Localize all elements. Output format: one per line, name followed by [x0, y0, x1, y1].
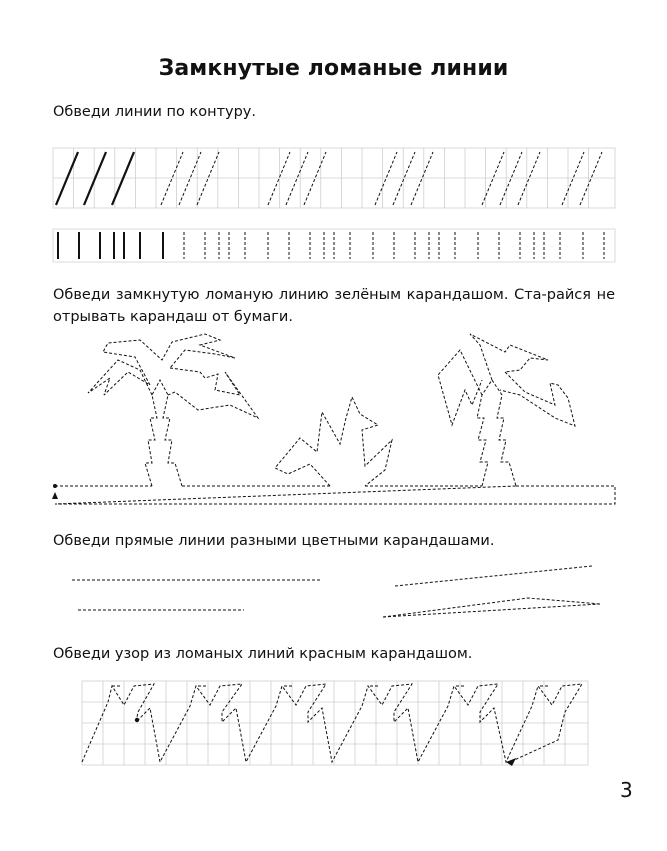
slant-lines-solid [56, 152, 134, 205]
instruction-trace-contour: Обведи линии по контуру. [53, 104, 256, 120]
pattern-markers [135, 718, 516, 766]
instruction-trace-pattern: Обведи узор из ломаных линий красным карандашом. [53, 646, 473, 662]
slant-lines-grid [53, 148, 615, 208]
page-number: 3 [620, 778, 633, 802]
instruction-trace-straight-lines: Обведи прямые линии разными цветными карандашами. [53, 533, 495, 549]
page-title: Замкнутые ломаные линии [158, 56, 509, 81]
vertical-lines-dashed [184, 232, 604, 259]
slant-lines-dashed [161, 152, 602, 205]
palm-scene-closed-line [55, 334, 615, 504]
vertical-lines-solid [58, 232, 163, 259]
straight-lines-dashed [72, 566, 600, 617]
pattern-grid [82, 681, 588, 765]
instruction-trace-closed-line: Обведи замкнутую ломаную линию зелёным карандашом. Ста-райся не отрывать карандаш от бумаги. [53, 287, 615, 325]
